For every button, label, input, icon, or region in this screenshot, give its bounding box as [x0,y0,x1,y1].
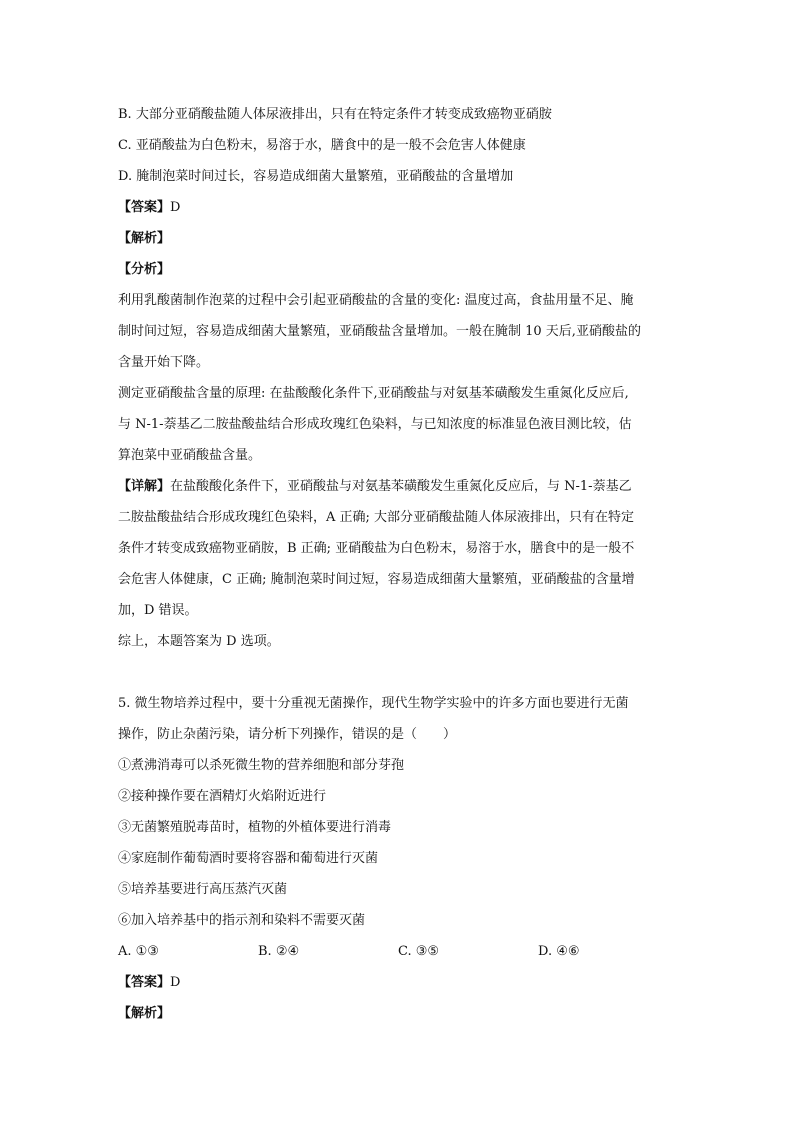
detail-line5: 加，D 错误。 [118,603,198,618]
q5-item-1: ①煮沸消毒可以杀死微生物的营养细胞和部分芽孢 [118,758,405,773]
q5-item-2: ②接种操作要在酒精灯火焰附近进行 [118,789,327,804]
q5-item-6: ⑥加入培养基中的指示剂和染料不需要灭菌 [118,913,366,928]
option-d: D. 腌制泡菜时间过长，容易造成细菌大量繁殖，亚硝酸盐的含量增加 [118,169,514,184]
q5-option-d: D. ④⑥ [538,944,580,959]
document-page [118,99,678,1029]
section-gap [118,657,678,688]
analysis-p1-line3: 含量开始下降。 [118,355,210,370]
q5-option-a: A. ①③ [118,944,159,959]
jiexi-heading: 【解析】 [118,231,171,246]
detail-text-1: 在盐酸酸化条件下，亚硝酸盐与对氨基苯磺酸发生重氮化反应后，与 N-1-萘基乙 [170,479,632,494]
analysis-p1-line1: 利用乳酸菌制作泡菜的过程中会引起亚硝酸盐的含量的变化: 温度过高，食盐用量不足、腌 [118,293,634,308]
q5-stem-line2: 操作，防止杂菌污染，请分析下列操作，错误的是（ ） [118,727,457,742]
detail-line4: 会危害人体健康，C 正确; 腌制泡菜时间过短，容易造成细菌大量繁殖，亚硝酸盐的含量增 [118,572,635,587]
answer-tag: 【答案】 [118,200,171,215]
analysis-p2-line2: 与 N-1-萘基乙二胺盐酸盐结合形成玫瑰红色染料，与已知浓度的标准显色液目测比较，估 [118,417,632,432]
q5-answer-tag: 【答案】 [118,975,171,990]
fenxi-heading: 【分析】 [118,262,171,277]
analysis-p1-line2: 制时间过短，容易造成细菌大量繁殖，亚硝酸盐含量增加。一般在腌制 10 天后,亚硝酸盐的 [118,324,641,339]
q5-item-5: ⑤培养基要进行高压蒸汽灭菌 [118,882,288,897]
q5-answer-value: D [170,975,181,990]
q5-item-4: ④家庭制作葡萄酒时要将容器和葡萄进行灭菌 [118,851,379,866]
answer-line [118,192,678,223]
summary-line: 综上，本题答案为 D 选项。 [118,634,280,649]
analysis-p2-line1: 测定亚硝酸盐含量的原理: 在盐酸酸化条件下,亚硝酸盐与对氨基苯磺酸发生重氮化反应后, [118,386,629,401]
detail-line2: 二胺盐酸盐结合形成玫瑰红色染料，A 正确; 大部分亚硝酸盐随人体尿液排出，只有在特定 [118,510,635,525]
q5-option-c: C. ③⑤ [398,944,440,959]
analysis-p2-line3: 算泡菜中亚硝酸盐含量。 [118,448,262,463]
xiangjie-tag: 【详解】 [118,479,171,494]
q5-options [118,936,678,967]
answer-value: D [170,200,181,215]
q5-item-3: ③无菌繁殖脱毒苗时，植物的外植体要进行消毒 [118,820,392,835]
q5-option-b: B. ②④ [258,944,300,959]
detail-line3: 条件才转变成致癌物亚硝胺，B 正确; 亚硝酸盐为白色粉末，易溶于水，膳食中的是一般不 [118,541,635,556]
q5-answer-line [118,967,678,998]
option-c: C. 亚硝酸盐为白色粉末，易溶于水，膳食中的是一般不会危害人体健康 [118,138,526,153]
detail-line1 [118,471,678,502]
q5-jiexi-heading: 【解析】 [118,1006,171,1021]
option-b: B. 大部分亚硝酸盐随人体尿液排出，只有在特定条件才转变成致癌物亚硝胺 [118,107,552,122]
q5-stem-line1: 5. 微生物培养过程中，要十分重视无菌操作，现代生物学实验中的许多方面也要进行无菌 [118,696,629,711]
